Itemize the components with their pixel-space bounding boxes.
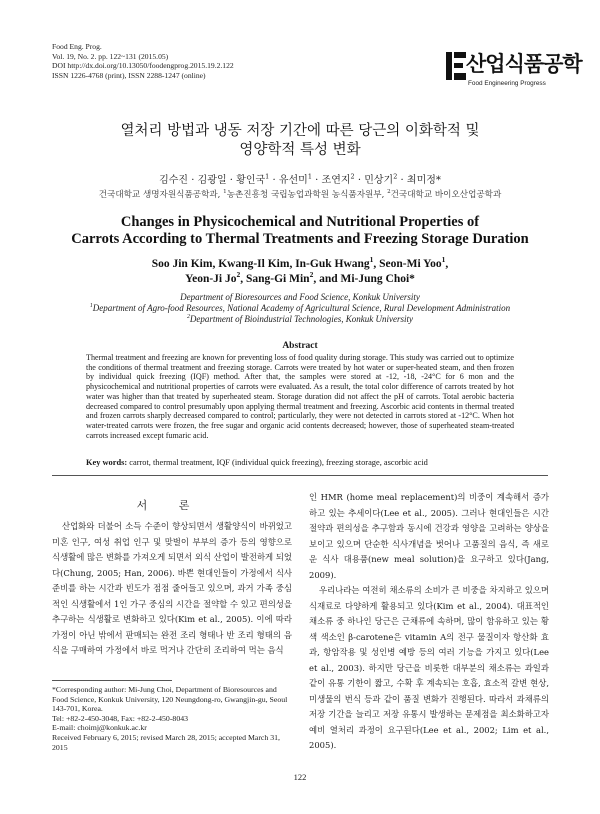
abstract-body: Thermal treatment and freezing are known for preventing loss of food quality during storage. This study was carried out to optimize the conditions of thermal treatment and freezing storage. Carrots were treated by hot water or super-heated steam, and then frozen by individual quick freezing (IQF) method. After that, the samples were stored at -12, -18, -24°C for 6 mon and the physicochemical and nutritional properties of carrots were evaluated. As a result, the total color difference of carrots treated by hot water was higher than that treated by superheated steam. Storage duration did not affect the pH of carrots. Total aerobic bacteria decreased compared to control presumably upon applying thermal treatment and freezing. Ascorbic acid contents in thermal treated and frozen carrots sharply decreased compared to control; particularly, they were not detected in carrots stored at -12°C. When hot water-treated carrots were frozen, the free sugar and organic acid contents decreased; however, those of superheated steam-treated carrots increased except fumaric acid. [86,353,514,440]
journal-logo [446,50,582,100]
journal-name: Food Eng. Prog. [52,42,102,51]
logo-text: 산업식품공학 [466,52,582,76]
author-separator: · [191,175,195,186]
english-affil-1: $^1$Department of Agro-food Resources, National Academy of Agricultural Science, Rural Development Administration [89,303,511,313]
english-authors-line2: Yeon-Ji Jo$^2$, Sang-Gi Min$^2$, and Mi-Jung Choi* [185,270,415,285]
en-author: Mi-Jung Choi* [340,273,415,285]
en-author: Yeon-Ji Jo [185,273,237,285]
ko-author: 민상기 [364,175,394,186]
intro-paragraph-2: 우리나라는 여전히 채소류의 소비가 큰 비중을 차지하고 있으며 식재료로 다양하게 활용되고 있다(Kim et al., 2004). 대표적인 채소류 중 하나인 당근은 근채류에 속하며, 많이 함유하고 있는 황색 색소인 β-carotene은 vitamin A의 전구 물질이자 항산화 효과, 항암작용 및 성인병 예방 등의 여러 기능을 가지고 있다(Lee et al., 2003). 하지만 당근을 비롯한 대부분의 채소류는 과일과 같이 유통 기한이 짧고, 수확 후 계속되는 호흡, 효소적 갈변 현상, 미생물의 번식 등과 같이 품질 변화가 진행된다. 따라서 과채류의 저장 기간을 늘리고 저장 유통시 발생하는 문제점을 최소화하고자 예비 열처리 과정이 요구된다(Lee et al., 2002; Lim et al., 2005). [309,585,549,750]
footnote-email[interactable]: E-mail: choimj@konkuk.ac.kr [52,723,147,733]
affil-marker: 2 [309,270,314,280]
ko-author: 유선미 [278,175,308,186]
journal-issn: ISSN 1226-4768 (print), ISSN 2288-1247 (online) [52,70,206,80]
intro-paragraph-1-cont: 인 HMR (home meal replacement)의 비중이 계속해서 증가하고 있는 추세이다(Lee et al., 2005). 그러나 현대인들은 시간 절약과 편의성을 추구함과 동시에 건강과 영양을 고려하는 양상을 보이고 있으며 단순한 식사개념을 벗어나 고품질의 음식, 즉 새로운 식사 대용품(new meal solution)을 요구하고 있다(Jang, 2009). [309,492,549,580]
affil-marker: 2 [393,172,398,181]
ko-affil-main: 건국대학교 생명자원식품공학과, [98,190,221,200]
abstract-divider [52,475,548,476]
author-separator: · [357,175,362,186]
en-author: Soo Jin Kim [151,258,213,270]
ko-author: 최미정* [406,175,441,186]
intro-left-column [52,519,292,659]
affil-marker: 1 [307,172,312,181]
ko-affil-2: 건국대학교 바이오산업공학과 [390,190,502,200]
logo-mark-icon [446,52,466,80]
intro-right-column [309,490,549,754]
affil-marker: 1 [265,172,270,181]
logo-subtitle: Food Engineering Progress [468,80,546,87]
korean-title-line1: 열처리 방법과 냉동 저장 기간에 따른 당근의 이화학적 및 [120,123,480,139]
footnote-dates: Received February 6, 2015; revised March 28, 2015; accepted March 31, 2015 [52,732,280,752]
affil-marker: 2 [350,172,355,181]
english-title-line2: Carrots According to Thermal Treatments and Freezing Storage Duration [71,231,529,247]
journal-meta [52,42,234,80]
affil-marker: 2 [236,270,241,280]
author-separator: · [315,175,319,186]
affil-marker: 1 [369,255,374,265]
keywords-label: Key words: [86,458,128,467]
footnote-phone: Tel: +82-2-450-3048, Fax: +82-2-450-8043 [52,713,189,723]
footnote-divider [52,680,172,681]
english-title-line1: Changes in Physicochemical and Nutritional Properties of [120,214,480,230]
journal-volume: Vol. 19, No. 2. pp. 122~131 (2015.05) [52,51,169,61]
en-author: Seon-Mi Yoo [379,258,442,270]
en-author: Kwang-Il Kim [218,258,290,270]
korean-affiliations: 건국대학교 생명자원식품공학과, $^1$농촌진흥청 국립농업과학원 농식품자원부, $^2$건국대학교 바이오산업공학과 [98,189,502,200]
en-author: In-Guk Hwang [295,258,370,270]
ko-author: 김수진 [159,175,189,186]
abstract-heading: Abstract [282,341,318,351]
page-number: 122 [293,772,307,782]
author-separator: · [400,175,404,186]
intro-paragraph-1: 산업화와 더불어 소득 수준이 향상되면서 생활양식이 바뀌었고 미혼 인구, 여성 취업 인구 및 맞벌이 부부의 증가 등의 영향으로 식생활에 많은 변화를 가져오게 되면서 외식 산업이 발전하게 되었다(Chung, 2005; Han, 2006). 바쁜 현대인들이 가정에서 식사 준비를 하는 시간과 빈도가 점점 줄어들고 있으며, 과거 가족 중심적인 식생활에서 1인 가구 중심의 시간을 절약할 수 있고 편의성을 추구하는 식생활로 변화하고 있다(Kim et al., 2005). 이에 따라 가정이 아닌 밖에서 판매되는 완전 조리 형태나 반 조리 형태의 음식을 구매하여 가정에서 바로 먹거나 간단히 조리하여 먹는 음식 [52,521,292,655]
ko-author: 황인국 [236,175,266,186]
section-heading-intro: 서 론 [136,499,204,512]
korean-authors [0,171,600,186]
ko-author: 조연지 [321,175,351,186]
affil-marker: 1 [441,255,446,265]
author-separator: · [229,175,233,186]
keywords [86,458,526,467]
author-separator: · [272,175,276,186]
english-affil-2: $^2$Department of Bioindustrial Technologies, Konkuk University [186,314,414,324]
ko-author: 김광일 [197,175,227,186]
en-author: Sang-Gi Min [245,273,310,285]
korean-title-line2: 영양학적 특성 변화 [239,142,361,158]
english-authors-line1: Soo Jin Kim, Kwang-Il Kim, In-Guk Hwang$^1$, Seon-Mi Yoo$^1$, [151,255,449,270]
footnote-address: *Corresponding author: Mi-Jung Choi, Department of Bioresources and Food Science, Konkuk University, 120 Neungdong-ro, Gwangjin-gu, Seoul 143-701, Korea. [52,685,288,714]
journal-doi[interactable]: DOI http://dx.doi.org/10.13050/foodengprog.2015.19.2.122 [52,61,234,71]
english-affil-main: Department of Bioresources and Food Science, Konkuk University [180,292,420,302]
corresponding-author-footnote [52,685,292,752]
keywords-text: carrot, thermal treatment, IQF (individual quick freezing), freezing storage, ascorbic acid [129,458,428,467]
ko-affil-1: 농촌진흥청 국립농업과학원 농식품자원부, [226,190,385,200]
